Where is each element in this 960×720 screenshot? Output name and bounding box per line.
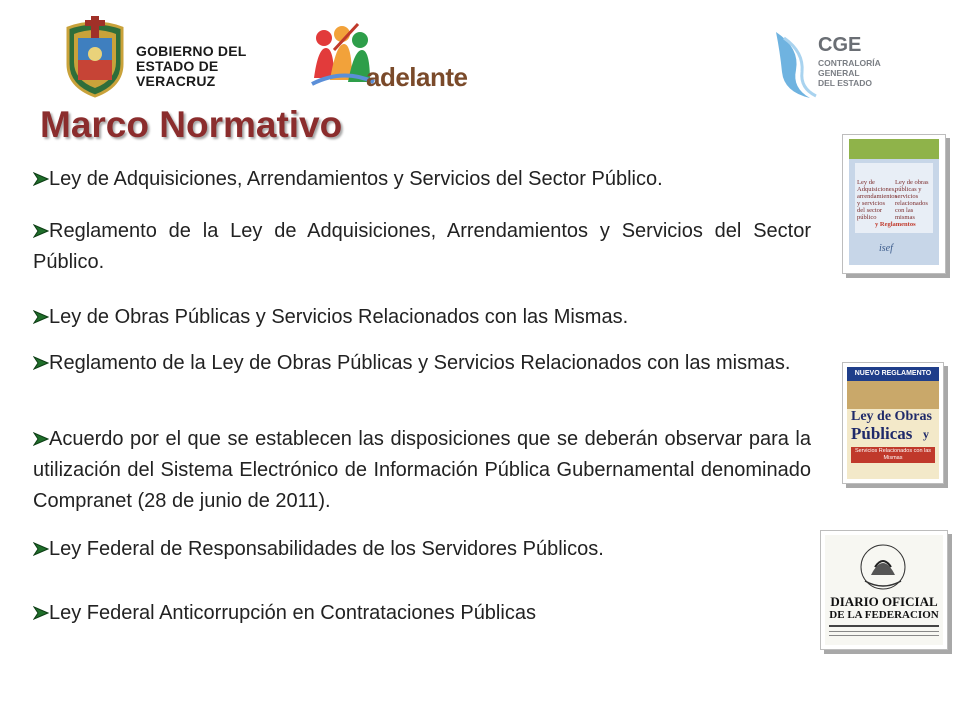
list-item-text: Ley Federal de Responsabilidades de los Servidores Públicos. bbox=[49, 538, 604, 560]
list-item-text: Reglamento de la Ley de Adquisiciones, Arrendamientos y Servicios del Sector Público. bbox=[33, 220, 811, 273]
book2-title2: Públicas bbox=[851, 424, 913, 443]
veracruz-coat-of-arms-icon bbox=[60, 14, 130, 98]
list-item-text: Acuerdo por el que se establecen las disposiciones que se deberán observar para la utilización del Sistema Electrónico de Información Pública Gubernamental denominado Compranet (28 de junio de 2011). bbox=[33, 428, 811, 512]
book2-title: Ley de Obras bbox=[851, 409, 932, 424]
veracruz-logo-line-1: GOBIERNO DEL bbox=[136, 43, 247, 59]
list-item-text: Ley de Adquisiciones, Arrendamientos y Servicios del Sector Público. bbox=[49, 168, 663, 190]
veracruz-logo-line-2: ESTADO DE VERACRUZ bbox=[136, 58, 219, 89]
cge-swoosh-icon bbox=[770, 28, 820, 100]
cge-logo-title: CGE bbox=[818, 34, 862, 56]
list-item-text: Ley de Obras Públicas y Servicios Relacionados con las Mismas. bbox=[49, 306, 629, 328]
cge-logo bbox=[770, 28, 910, 100]
arrow-bullet-icon bbox=[33, 172, 49, 186]
book1-title2: Ley de obras públicas y servicios relacionados con las mismas bbox=[895, 179, 929, 221]
cge-logo-subtitle-2: DEL ESTADO bbox=[818, 78, 872, 88]
mexico-seal-icon bbox=[853, 537, 913, 595]
book-cover-adquisiciones bbox=[842, 134, 946, 274]
list-item-text: Ley Federal Anticorrupción en Contrataciones Públicas bbox=[49, 602, 536, 624]
book2-suffix: y bbox=[923, 427, 929, 441]
adelante-logo bbox=[308, 18, 468, 98]
arrow-bullet-icon bbox=[33, 356, 49, 370]
book2-banner: NUEVO REGLAMENTO bbox=[847, 367, 939, 381]
list-item bbox=[33, 424, 811, 517]
book-cover-obras-publicas bbox=[842, 362, 944, 484]
list-item-text: Reglamento de la Ley de Obras Públicas y Servicios Relacionados con las mismas. bbox=[49, 352, 791, 374]
book2-subtitle: Servicios Relacionados con las Mismas bbox=[851, 447, 935, 463]
list-item bbox=[33, 348, 811, 379]
list-item bbox=[33, 164, 811, 195]
diario-oficial-cover bbox=[820, 530, 948, 650]
cge-logo-subtitle-1: CONTRALORÍA GENERAL bbox=[818, 58, 881, 78]
arrow-bullet-icon bbox=[33, 224, 49, 238]
list-item bbox=[33, 598, 811, 629]
veracruz-government-logo bbox=[60, 14, 290, 98]
arrow-bullet-icon bbox=[33, 432, 49, 446]
diario-subtitle: DE LA FEDERACION bbox=[829, 609, 939, 621]
arrow-bullet-icon bbox=[33, 606, 49, 620]
book1-publisher: isef bbox=[879, 243, 893, 254]
book1-subtitle: y Reglamentos bbox=[875, 221, 916, 228]
page-title: Marco Normativo bbox=[40, 104, 343, 145]
list-item bbox=[33, 534, 811, 565]
arrow-bullet-icon bbox=[33, 310, 49, 324]
diario-title: DIARIO OFICIAL bbox=[830, 594, 938, 609]
book1-title: Ley de Adquisiciones, arrendamientos y servicios del sector público bbox=[857, 179, 898, 221]
list-item bbox=[33, 302, 811, 333]
list-item bbox=[33, 216, 811, 278]
arrow-bullet-icon bbox=[33, 542, 49, 556]
adelante-wordmark: adelante bbox=[366, 62, 468, 92]
